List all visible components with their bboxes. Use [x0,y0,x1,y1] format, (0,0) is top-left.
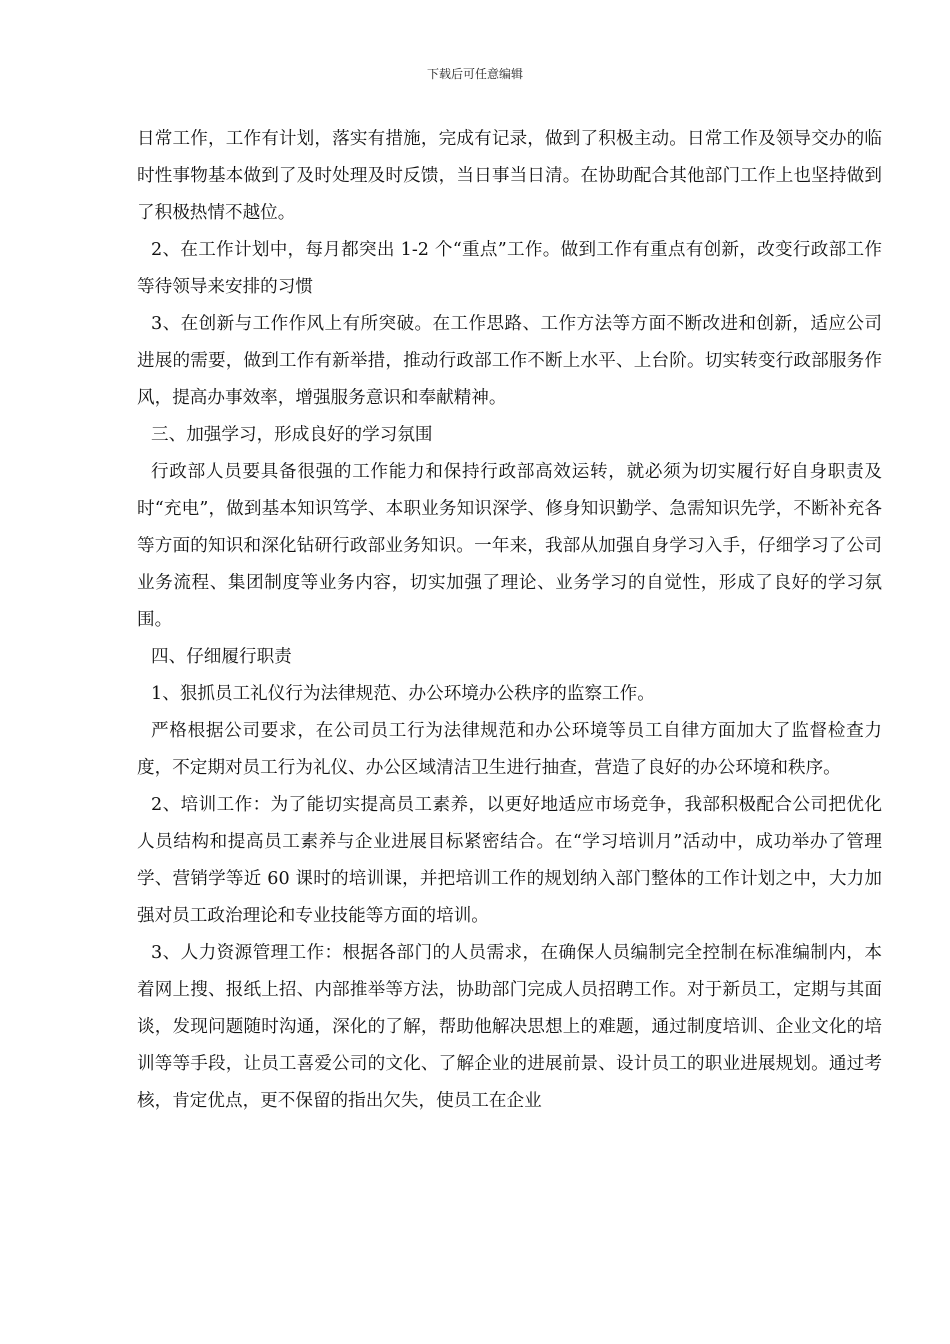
paragraph-item-3-hr: 3、人力资源管理工作：根据各部门的人员需求，在确保人员编制完全控制在标准编制内，本着网上搜、报纸上招、内部推举等方法，协助部门完成人员招聘工作。对于新员工，定期与其面谈，发现问题随时沟通，深化的了解，帮助他解决思想上的难题，通过制度培训、企业文化的培训等等手段，让员工喜爱公司的文化、了解企业的进展前景、设计员工的职业进展规划。通过考核，肯定优点，更不保留的指出欠失，使员工在企业 [137,943,882,1111]
document-body [137,121,882,1120]
paragraph-supervision-detail: 严格根据公司要求，在公司员工行为法律规范和办公环境等员工自律方面加大了监督检查力度，不定期对员工行为礼仪、办公区域清洁卫生进行抽查，营造了良好的办公环境和秩序。 [137,721,882,778]
page-header: 下载后可任意编辑 [426,67,523,81]
paragraph-daily-work: 日常工作，工作有计划，落实有措施，完成有记录，做到了积极主动。日常工作及领导交办的临时性事物基本做到了及时处理及时反馈，当日事当日清。在协助配合其他部门工作上也坚持做到了积极热情不越位。 [137,129,882,223]
paragraph-learning: 行政部人员要具备很强的工作能力和保持行政部高效运转，就必须为切实履行好自身职责及时“充电”，做到基本知识笃学、本职业务知识深学、修身知识勤学、急需知识先学，不断补充各等方面的知识和深化钻研行政部业务知识。一年来，我部从加强自身学习入手，仔细学习了公司业务流程、集团制度等业务内容，切实加强了理论、业务学习的自觉性，形成了良好的学习氛围。 [137,462,882,630]
section-heading-learning: 三、加强学习，形成良好的学习氛围 [151,425,433,445]
paragraph-item-1-supervision: 1、狠抓员工礼仪行为法律规范、办公环境办公秩序的监察工作。 [151,684,655,704]
section-heading-duties: 四、仔细履行职责 [151,647,292,667]
paragraph-item-3-innovation: 3、在创新与工作作风上有所突破。在工作思路、工作方法等方面不断改进和创新，适应公司进展的需要，做到工作有新举措，推动行政部工作不断上水平、上台阶。切实转变行政部服务作风，提高办事效率，增强服务意识和奉献精神。 [137,314,882,408]
paragraph-item-2-training: 2、培训工作：为了能切实提高员工素养，以更好地适应市场竞争，我部积极配合公司把优化人员结构和提高员工素养与企业进展目标紧密结合。在“学习培训月”活动中，成功举办了管理学、营销学等近 60 课时的培训课，并把培训工作的规划纳入部门整体的工作计划之中，大力加强对员工政治理论和专业技能等方面的培训。 [137,795,882,926]
paragraph-item-2-work-plan: 2、在工作计划中，每月都突出 1-2 个“重点”工作。做到工作有重点有创新，改变行政部工作等待领导来安排的习惯 [137,240,882,297]
